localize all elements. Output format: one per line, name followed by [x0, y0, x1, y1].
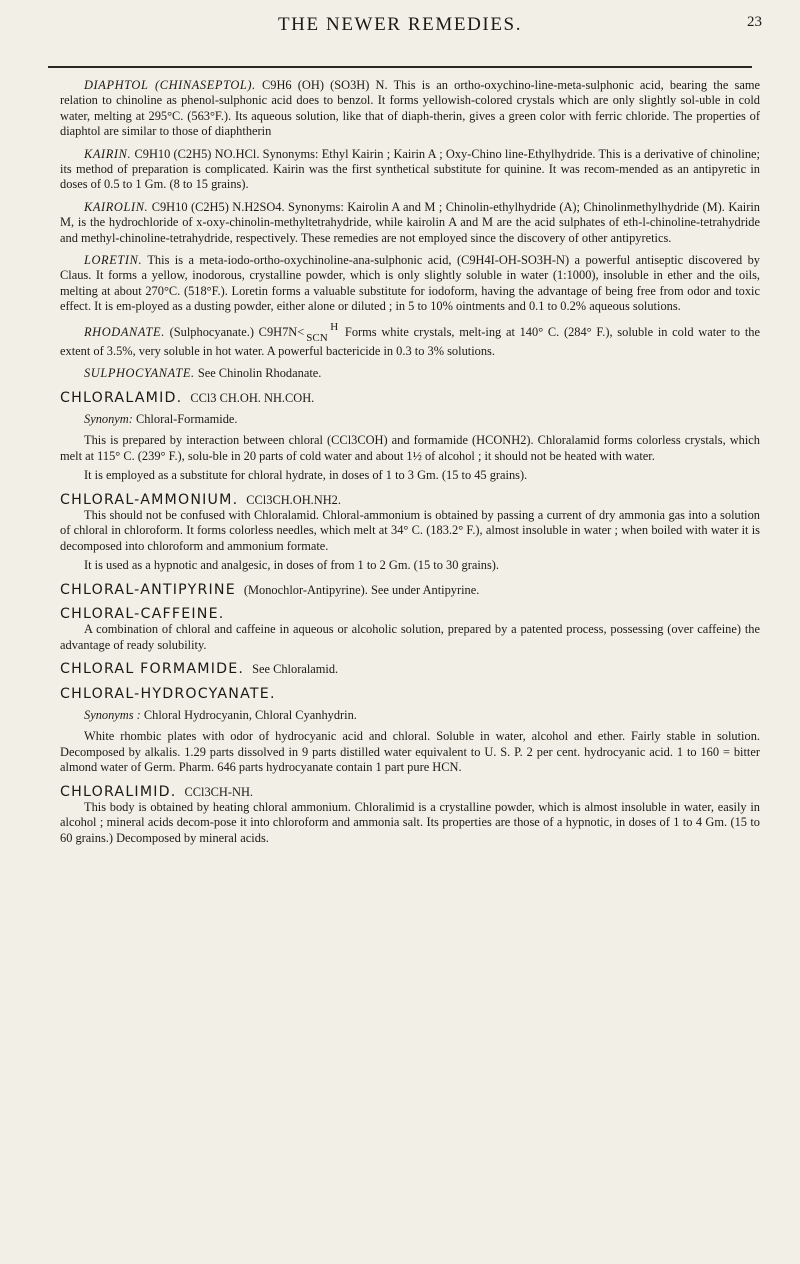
section-note: See Chloralamid. — [252, 662, 339, 677]
entry-text: C9H6 (OH) (SO3H) N. This is an ortho-oxychino-line-meta-sulphonic acid, bearing the same relation to chinoline as phenol-sulphonic acid does to benzol. It forms yellowish-colored crystals which are only slightly sol-uble in cold water, melting at 295°C. (563°F.). Its aqueous solution, like that of diaph-therin, gives a green color with ferric chloride. The properties of diaphtol are similar to those of diaphtherin — [60, 78, 760, 139]
section-head: CHLORAL-ANTIPYRINE — [60, 581, 236, 598]
entry-diaphtol — [60, 78, 760, 140]
section-paragraph: White rhombic plates with odor of hydrocyanic acid and chloral. Soluble in water, alcohol and ether. Fairly stable in solution. Decomposed by alkalis. 1.29 parts dissolved in 9 parts distilled water equivalent to U. S. P. 2 per cent. hydrocyanic acid. 1 to 160 = bitter almond water of Germ. Pharm. 646 parts hydrocyanate contain 1 part pure HCN. — [60, 729, 760, 775]
running-title: THE NEWER REMEDIES. — [277, 14, 523, 35]
section-paragraph: This body is obtained by heating chloral ammonium. Chloralimid is a crystalline powder, which is almost insoluble in water, easily in alcohol ; mineral acids decom-pose it into chloroform and ammonia salt. Its properties are those of a hypnotic, in doses of 1 to 4 Gm. (15 to 60 grains.) Decomposed by mineral acids. — [60, 800, 760, 845]
section-head: CHLORAL FORMAMIDE. — [60, 661, 245, 678]
entry-name: KAIRIN. — [84, 146, 132, 161]
formula-fraction — [306, 322, 338, 344]
section-paragraph: This should not be confused with Chloralamid. Chloral-ammonium is obtained by passing a current of dry ammonia gas into a solution of chloral in chloroform. It forms colorless needles, which melt at 34° C. (183.2° F.), almost insoluble in water ; when boiled with water it is decomposed into chloroform and ammonium formate. — [60, 507, 760, 553]
entry-name: RHODANATE. — [84, 324, 165, 339]
section-formula: CCl3CH.OH.NH2. — [246, 492, 341, 507]
section-chloral-hydrocyanate — [60, 687, 760, 776]
entry-kairolin — [60, 200, 760, 246]
header-rule — [48, 66, 752, 68]
entry-name: LORETIN. — [84, 253, 143, 268]
synonym-label: Synonym: — [84, 411, 133, 426]
entry-text: C9H10 (C2H5) NO.HCl. Synonyms: Ethyl Kairin ; Kairin A ; Oxy-Chino line-Ethylhydride. This is a derivative of chinoline; its method of preparation is complicated. Kairin was the first synthetical substitute for quinine. It was recom-mended as an antipyretic in doses of 0.5 to 1 Gm. (8 to 15 grains). — [60, 146, 760, 192]
section-paragraph: This is prepared by interaction between chloral (CCl3COH) and formamide (HCONH2). Chloralamid forms colorless crystals, which melt at 115° C. (239° F.), solu-ble in 20 parts of cold water and about 1½ of alcohol ; it should not be heated with water. — [60, 433, 760, 463]
entry-text: See Chinolin Rhodanate. — [197, 366, 322, 381]
section-head: CHLORAL-AMMONIUM. — [60, 491, 239, 508]
page-content — [60, 78, 760, 850]
entry-text: This is a meta-iodo-ortho-oxychinoline-ana-sulphonic acid, (C9H4I-OH-SO3H-N) a powerful antiseptic discovered by Claus. It forms a yellow, inodorous, crystalline powder, which is only slightly soluble in water (1:1000), insoluble in ether and the oils, melting at about 270°C. (518°F.). Loretin forms a valuable substitute for iodoform, having the advantage of being free from odor and toxic effect. It is em-ployed as a dusting powder, either alone or diluted ; in 5 to 10% ointments and 0.1 to 0.2% aqueous solutions. — [60, 253, 760, 314]
page-header — [0, 14, 800, 36]
section-chloral-ammonium — [60, 493, 760, 574]
entry-kairin — [60, 147, 760, 193]
section-head: CHLORAL-HYDROCYANATE. — [60, 685, 276, 702]
section-paragraph: It is employed as a substitute for chloral hydrate, in doses of 1 to 3 Gm. (15 to 45 grains). — [84, 468, 528, 483]
entry-rhodanate: RHODANATE. (Sulphocyanate.) C9H7N< H SCN Forms white crystals, melt-ing at 140° C. (284° F.), soluble in cold water to the extent of 3.5%, very soluble in hot water. A powerful bactericide in 0.3 to 3% solutions. — [60, 320, 760, 358]
entry-name: SULPHOCYANATE. — [84, 366, 195, 381]
entry-loretin — [60, 253, 760, 315]
entry-name: DIAPHTOL (CHINASEPTOL). — [84, 78, 256, 92]
section-chloral-caffeine — [60, 607, 760, 653]
section-note: (Monochlor-Antipyrine). See under Antipyrine. — [243, 582, 480, 597]
entry-text: C9H10 (C2H5) N.H2SO4. Synonyms: Kairolin A and M ; Chinolin-ethylhydride (A); Chinolinmethylhydride (M). Kairin M, is the hydrochloride of x-oxy-chinolin-methyltetrahydride, while kairolin A and M are the acid sulphates of eth-l-chinoline-tetrahydride and methyl-chinoline-tetrahydride, respectively. These remedies are not employed since the discovery of other antipyretics. — [60, 199, 760, 245]
section-head: CHLORALIMID. — [60, 783, 177, 800]
entry-text: Forms white crystals, melt-ing at 140° C. (284° F.), soluble in cold water to the extent of 3.5%, very soluble in hot water. A powerful bactericide in 0.3 to 3% solutions. — [60, 324, 760, 358]
frac-bottom: SCN — [306, 331, 328, 344]
section-formula: CCl3CH-NH. — [184, 784, 253, 799]
section-formula: CCl3 CH.OH. NH.COH. — [190, 390, 315, 405]
synonym-line — [84, 412, 760, 427]
page-number: 23 — [747, 14, 762, 30]
synonym-text: Chloral-Formamide. — [135, 411, 238, 426]
section-head: CHLORAL-CAFFEINE. — [60, 605, 225, 622]
section-paragraph: It is used as a hypnotic and analgesic, in doses of from 1 to 2 Gm. (15 to 30 grains). — [84, 558, 500, 573]
section-chloral-antipyrine — [60, 583, 760, 598]
synonym-label: Synonyms : — [84, 708, 141, 722]
section-chloral-formamide — [60, 662, 760, 677]
synonym-line — [84, 708, 760, 723]
section-chloralimid — [60, 785, 760, 847]
entry-sulphocyanate — [60, 366, 760, 381]
frac-top: H — [330, 320, 339, 333]
entry-name: KAIROLIN. — [84, 199, 149, 214]
synonym-text: Chloral Hydrocyanin, Chloral Cyanhydrin. — [143, 708, 357, 722]
entry-pre: (Sulphocyanate.) C9H7N — [169, 324, 298, 339]
section-head: CHLORALAMID. — [60, 389, 183, 406]
section-chloralamid — [60, 391, 760, 484]
section-paragraph: A combination of chloral and caffeine in aqueous or alcoholic solution, prepared by a patented process, possessing (over caffeine) the advantage of ready solubility. — [60, 622, 760, 652]
